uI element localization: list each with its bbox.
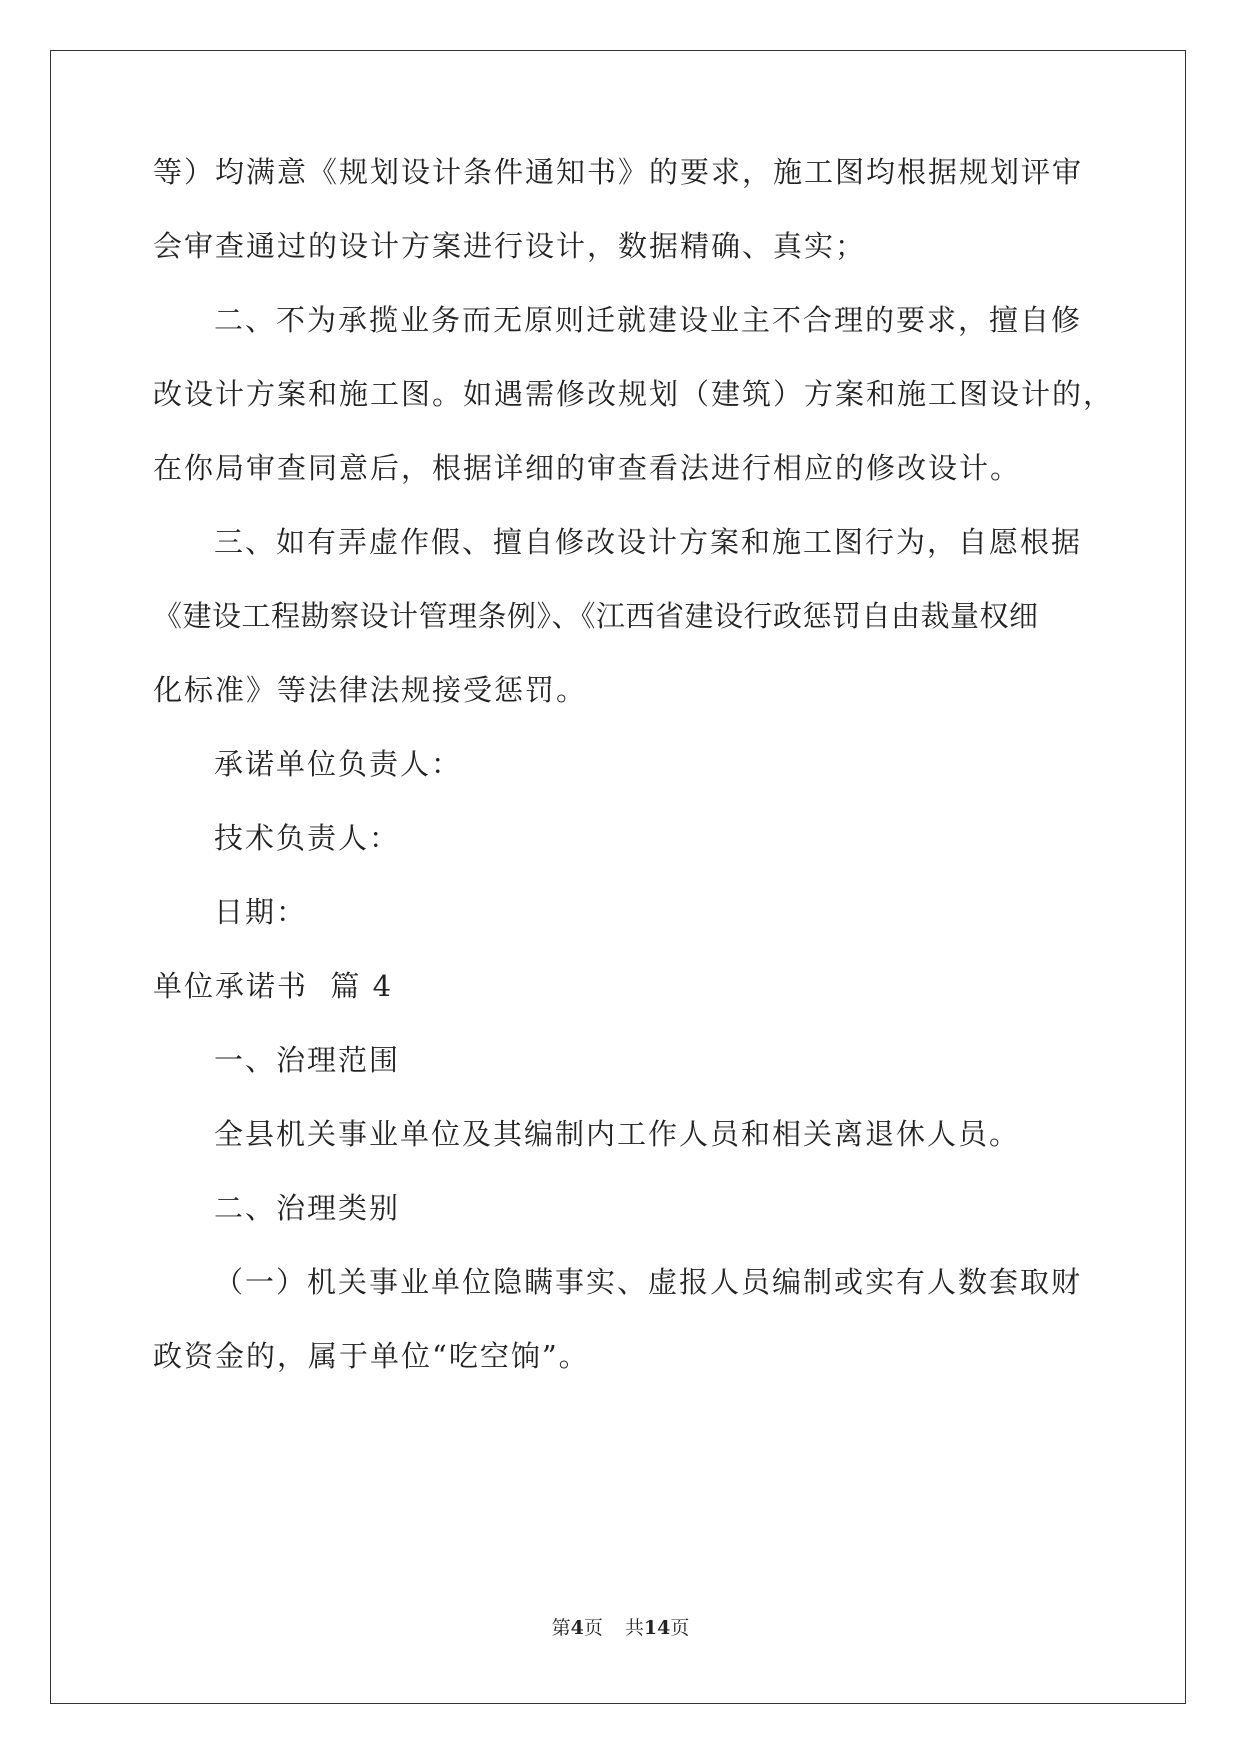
heading-category: 二、治理类别 (214, 1191, 401, 1225)
footer-page-current: 4 (570, 1617, 584, 1639)
footer-page-prefix: 第 (551, 1617, 571, 1639)
body-line-5: 在你局审查同意后，根据详细的审查看法进行相应的修改设计。 (153, 451, 1022, 485)
footer-page-unit: 页 (583, 1617, 603, 1639)
body-line-2: 会审查通过的设计方案进行设计，数据精确、真实； (153, 229, 867, 263)
heading-scope: 一、治理范围 (214, 1043, 401, 1077)
body-line-category-1: （一）机关事业单位隐瞒事实、虚报人员编制或实有人数套取财 (214, 1265, 1083, 1299)
page-border (50, 50, 1186, 1704)
section-title: 单位承诺书 篇 4 (153, 969, 394, 1003)
signature-date: 日期： (214, 895, 308, 929)
body-line-7: 《建设工程勘察设计管理条例》、《江西省建设行政惩罚自由裁量权细 (153, 599, 1039, 633)
signature-responsible-person: 承诺单位负责人： (214, 747, 463, 781)
body-line-1: 等）均满意《规划设计条件通知书》的要求，施工图均根据规划评审 (153, 155, 1084, 189)
body-line-8: 化标准》等法律法规接受惩罚。 (153, 673, 588, 707)
footer-total-prefix: 共 (624, 1617, 644, 1639)
footer-total-unit: 页 (670, 1617, 690, 1639)
footer-page-total: 14 (643, 1617, 671, 1639)
body-line-category-2: 政资金的，属于单位“吃空饷”。 (153, 1339, 590, 1373)
body-line-scope: 全县机关事业单位及其编制内工作人员和相关离退休人员。 (214, 1117, 1021, 1151)
body-line-4: 改设计方案和施工图。如遇需修改规划（建筑）方案和施工图设计的， (153, 377, 1115, 411)
signature-technical-lead: 技术负责人： (214, 821, 401, 855)
body-line-6: 三、如有弄虚作假、擅自修改设计方案和施工图行为，自愿根据 (214, 525, 1083, 559)
page-footer (0, 1616, 1241, 1640)
body-line-3: 二、不为承揽业务而无原则迁就建设业主不合理的要求，擅自修 (214, 303, 1083, 337)
